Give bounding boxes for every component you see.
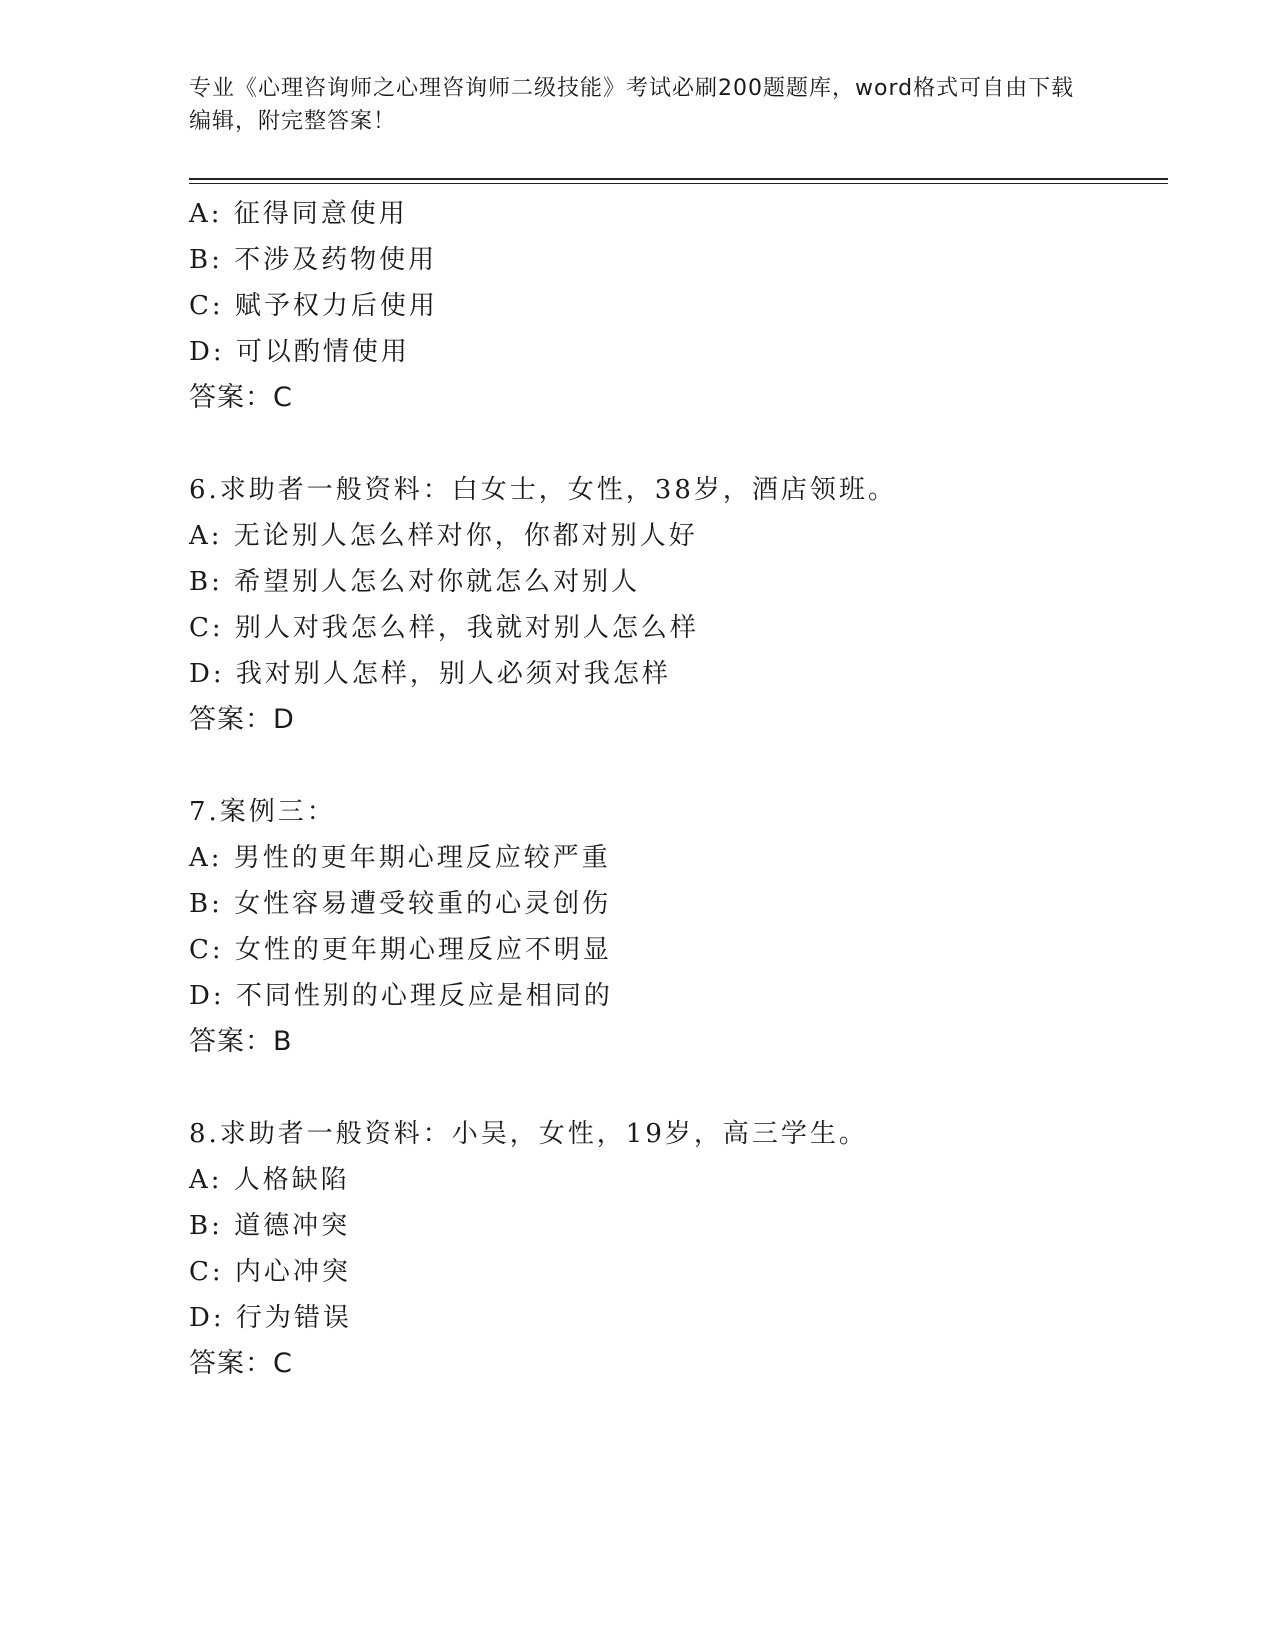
option-d: D: 可以酌情使用 xyxy=(189,337,410,367)
question-block-8 xyxy=(189,1111,1169,1387)
header-divider-thin xyxy=(189,183,1168,184)
question-block-6 xyxy=(189,467,1169,743)
answer-line: 答案：C xyxy=(189,1348,293,1379)
option-c: C: 别人对我怎么样，我就对别人怎么样 xyxy=(189,613,699,643)
question-block-5 xyxy=(189,191,1169,421)
option-b: B: 希望别人怎么对你就怎么对别人 xyxy=(189,567,641,597)
question-title: 6.求助者一般资料：白女士，女性，38岁，酒店领班。 xyxy=(189,475,897,505)
question-block-7 xyxy=(189,789,1169,1065)
option-d: D: 不同性别的心理反应是相同的 xyxy=(189,981,613,1011)
option-a: A: 征得同意使用 xyxy=(189,199,408,229)
option-a: A: 人格缺陷 xyxy=(189,1165,350,1195)
header-divider-thick xyxy=(189,178,1168,180)
answer-line: 答案：C xyxy=(189,382,293,413)
option-b: B: 不涉及药物使用 xyxy=(189,245,438,275)
option-d: D: 我对别人怎样，别人必须对我怎样 xyxy=(189,659,671,689)
option-b: B: 女性容易遭受较重的心灵创伤 xyxy=(189,889,612,919)
question-title: 7.案例三： xyxy=(189,797,336,827)
option-b: B: 道德冲突 xyxy=(189,1211,351,1241)
option-a: A: 男性的更年期心理反应较严重 xyxy=(189,843,611,873)
document-header: 专业《心理咨询师之心理咨询师二级技能》考试必刷200题题库，word格式可自由下载编辑，附完整答案！ xyxy=(189,76,1075,134)
question-list xyxy=(189,191,1169,1387)
option-c: C: 内心冲突 xyxy=(189,1257,351,1287)
option-a: A: 无论别人怎么样对你，你都对别人好 xyxy=(189,521,698,551)
answer-line: 答案：D xyxy=(189,704,295,735)
question-title: 8.求助者一般资料：小吴，女性，19岁，高三学生。 xyxy=(189,1119,868,1149)
answer-line: 答案：B xyxy=(189,1026,293,1057)
option-c: C: 赋予权力后使用 xyxy=(189,291,438,321)
option-c: C: 女性的更年期心理反应不明显 xyxy=(189,935,612,965)
option-d: D: 行为错误 xyxy=(189,1303,352,1333)
